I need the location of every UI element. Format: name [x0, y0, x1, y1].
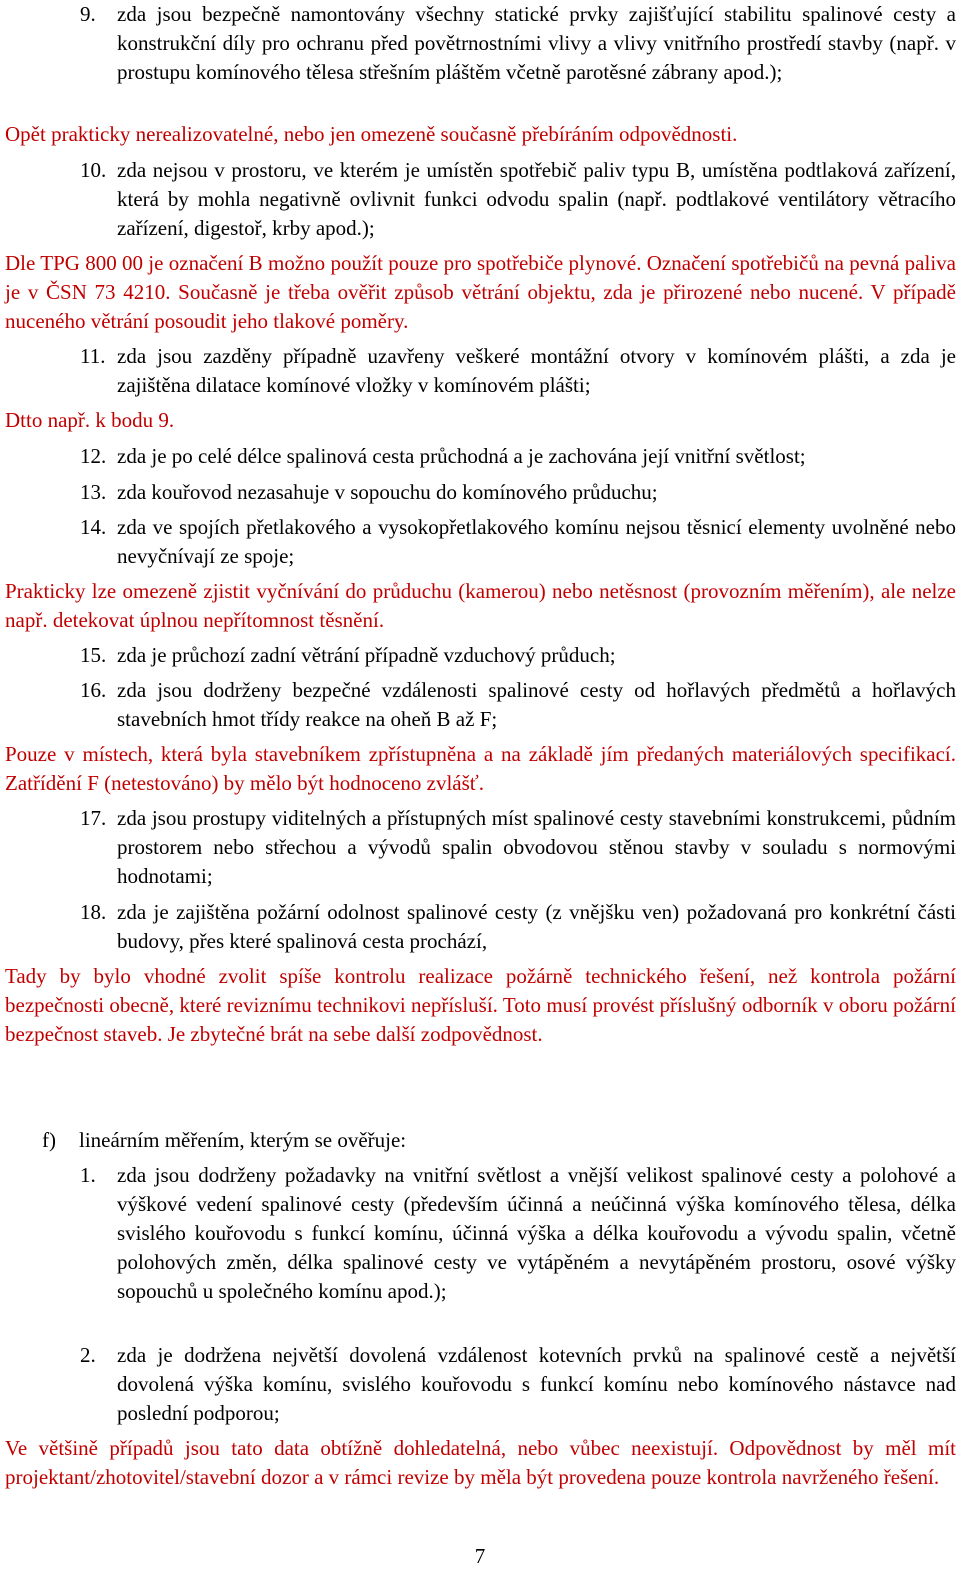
- page-number: 7: [474, 1544, 486, 1568]
- annotation-9: Opět prakticky nerealizovatelné, nebo jen omezeně současně přebíráním odpovědnosti.: [5, 122, 738, 146]
- item-number: 14.: [80, 515, 107, 539]
- section-label: f): [42, 1128, 56, 1152]
- item-text: zda kouřovod nezasahuje v sopouchu do komínového průduchu;: [117, 480, 658, 504]
- section-title: lineárním měřením, kterým se ověřuje:: [79, 1128, 407, 1152]
- annotation-11: Dtto např. k bodu 9.: [5, 408, 175, 432]
- item-number: 2.: [80, 1343, 96, 1367]
- item-number: 18.: [80, 900, 107, 924]
- item-number: 13.: [80, 480, 107, 504]
- annotation-18: Tady by bylo vhodné zvolit spíše kontrolu realizace požárně technického řešení, než kontrola požární bezpečnosti obecně, které reviznímu technikovi nepřísluší. Toto musí provést příslušný odborník v oboru požární bezpečnost staveb. Je zbytečné brát na sebe další zodpovědnost.: [5, 964, 956, 1046]
- item-number: 15.: [80, 643, 107, 667]
- item-number: 16.: [80, 678, 107, 702]
- item-text: zda je dodržena největší dovolená vzdálenost kotevních prvků na spalinové cestě a největší dovolená výška komínu, svislého kouřovodu s funkcí komínu nebo komínového nástavce nad poslední podporou;: [117, 1343, 956, 1425]
- item-text: zda jsou dodrženy požadavky na vnitřní světlost a vnější velikost spalinové cesty a polohové a výškové vedení spalinové cesty (především účinná a neúčinná výška komínového tělesa, délka svislého kouřovodu s funkcí komínu, účinná výška a délka kouřovodu a vývodu spalin, včetně polohových změn, délka spalinové cesty ve vytápěném a nevytápěném prostoru, osové výšky sopouchů u společného komínu apod.);: [117, 1163, 956, 1303]
- item-text: zda ve spojích přetlakového a vysokopřetlakového komínu nejsou těsnicí elementy uvolněné nebo nevyčnívají ze spoje;: [117, 515, 956, 568]
- item-number: 1.: [80, 1163, 96, 1187]
- annotation-10: Dle TPG 800 00 je označení B možno použít pouze pro spotřebiče plynové. Označení spotřebičů na pevná paliva je v ČSN 73 4210. Současně je třeba ověřit způsob větrání objektu, zda je přirozené nebo nucené. V případě nuceného větrání posoudit jeho tlakové poměry.: [5, 251, 956, 333]
- item-text: zda je po celé délce spalinová cesta průchodná a je zachována její vnitřní světlost;: [117, 444, 806, 468]
- annotation-14: Prakticky lze omezeně zjistit vyčnívání do průduchu (kamerou) nebo netěsnost (provozním měřením), ale nelze např. detekovat úplnou nepřítomnost těsnění.: [5, 579, 956, 632]
- item-number: 17.: [80, 806, 107, 830]
- item-number: 11.: [80, 344, 106, 368]
- item-number: 10.: [80, 158, 107, 182]
- annotation-16: Pouze v místech, která byla stavebníkem zpřístupněna a na základě jím předaných materiálových specifikací. Zatřídění F (netestováno) by mělo být hodnoceno zvlášť.: [5, 742, 956, 795]
- item-text: zda je zajištěna požární odolnost spalinové cesty (z vnějšku ven) požadovaná pro konkrétní části budovy, přes které spalinová cesta prochází,: [117, 900, 956, 953]
- item-text: zda jsou bezpečně namontovány všechny statické prvky zajišťující stabilitu spalinové cesty a konstrukční díly pro ochranu před povětrnostními vlivy a vlivy vnitřního prostředí stavby (např. v prostupu komínového tělesa střešním pláštěm včetně parotěsné zábrany apod.);: [117, 2, 956, 84]
- item-text: zda jsou dodrženy bezpečné vzdálenosti spalinové cesty od hořlavých předmětů a hořlavých stavebních hmot třídy reakce na oheň B až F;: [117, 678, 956, 731]
- item-number: 9.: [80, 2, 96, 26]
- annotation-f2: Ve většině případů jsou tato data obtížně dohledatelná, nebo vůbec neexistují. Odpovědnost by měl mít projektant/zhotovitel/stavební dozor a v rámci revize by měla být provedena pouze kontrola navrženého řešení.: [5, 1436, 956, 1489]
- item-number: 12.: [80, 444, 107, 468]
- item-text: zda jsou zazděny případně uzavřeny veškeré montážní otvory v komínovém plášti, a zda je zajištěna dilatace komínové vložky v komínovém plášti;: [117, 344, 956, 397]
- item-text: zda nejsou v prostoru, ve kterém je umístěn spotřebič paliv typu B, umístěna podtlaková zařízení, která by mohla negativně ovlivnit funkci odvodu spalin (např. podtlakové ventilátory větracího zařízení, digestoř, krby apod.);: [117, 158, 956, 240]
- item-text: zda je průchozí zadní větrání případně vzduchový průduch;: [117, 643, 616, 667]
- item-text: zda jsou prostupy viditelných a přístupných míst spalinové cesty stavebními konstrukcemi, půdním prostorem nebo střechou a vývodů spalin obvodovou stěnou stavby v souladu s normovými hodnotami;: [117, 806, 956, 888]
